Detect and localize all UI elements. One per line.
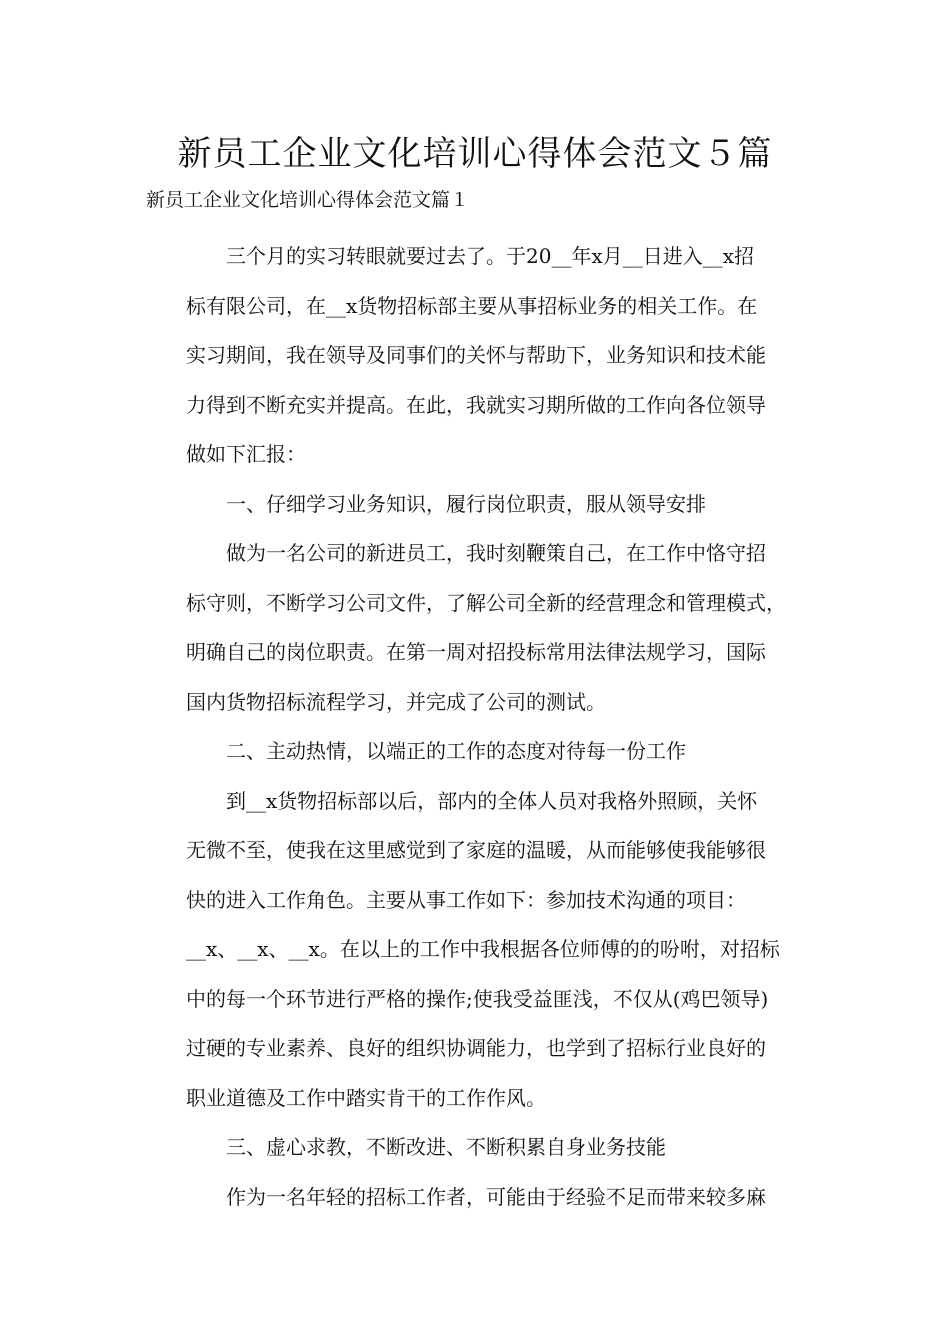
text-line: 二、主动热情，以端正的工作的态度对待每一份工作 — [226, 739, 686, 763]
text-line: 职业道德及工作中踏实肯干的工作作风。 — [186, 1085, 546, 1110]
text-line: 中的每一个环节进行严格的操作;使我受益匪浅，不仅从(鸡巴领导) — [186, 986, 769, 1011]
text-line: 到__x货物招标部以后，部内的全体人员对我格外照顾，关怀 — [226, 788, 758, 813]
text-line: __x、__x、__x。在以上的工作中我根据各位师傅的的吩咐，对招标 — [186, 937, 780, 961]
section-heading-3 — [146, 1123, 806, 1173]
text-line: 做如下汇报： — [186, 442, 306, 466]
paragraph-section-2 — [146, 777, 806, 1124]
paragraph-section-3 — [146, 1173, 806, 1223]
text-line: 实习期间，我在领导及同事们的关怀与帮助下，业务知识和技术能 — [186, 343, 766, 367]
text-line: 明确自己的岗位职责。在第一周对招投标常用法律法规学习，国际 — [186, 640, 766, 664]
text-line: 作为一名年轻的招标工作者，可能由于经验不足而带来较多麻 — [226, 1184, 766, 1209]
text-line: 过硬的专业素养、良好的组织协调能力，也学到了招标行业良好的 — [186, 1036, 766, 1060]
document-body — [146, 232, 806, 1222]
text-line: 三个月的实习转眼就要过去了。于20__年x月__日进入__x招 — [226, 244, 755, 268]
document-title: 新员工企业文化培训心得体会范文５篇 — [177, 134, 773, 174]
text-line: 无微不至，使我在这里感觉到了家庭的温暖，从而能够使我能够很 — [186, 838, 766, 862]
text-line: 标有限公司，在__x货物招标部主要从事招标业务的相关工作。在 — [186, 293, 758, 318]
section-heading-1 — [146, 480, 806, 530]
document-subtitle: 新员工企业文化培训心得体会范文篇１ — [146, 189, 470, 211]
text-line: 做为一名公司的新进员工，我时刻鞭策自己，在工作中恪守招 — [226, 541, 766, 565]
text-line: 力得到不断充实并提高。在此，我就实习期所做的工作向各位领导 — [186, 392, 766, 417]
text-line: 国内货物招标流程学习，并完成了公司的测试。 — [186, 689, 606, 714]
paragraph-intro — [146, 232, 806, 480]
paragraph-section-1 — [146, 529, 806, 727]
section-heading-2 — [146, 727, 806, 777]
text-line: 一、仔细学习业务知识，履行岗位职责，服从领导安排 — [226, 491, 706, 516]
text-line: 三、虚心求教，不断改进、不断积累自身业务技能 — [226, 1135, 666, 1159]
text-line: 标守则，不断学习公司文件，了解公司全新的经营理念和管理模式， — [186, 590, 786, 615]
text-line: 快的进入工作角色。主要从事工作如下：参加技术沟通的项目： — [186, 887, 746, 912]
